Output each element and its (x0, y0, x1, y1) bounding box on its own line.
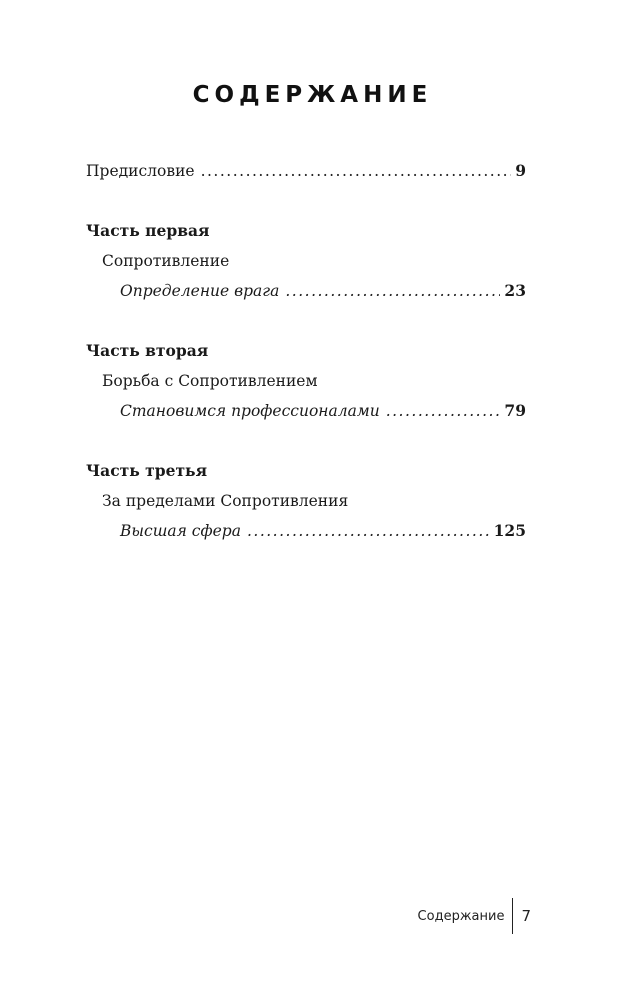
section-title: Сопротивление (102, 252, 230, 270)
toc-entry-label: Становимся профессионалами (120, 402, 380, 420)
toc-entry-label: Определение врага (120, 282, 280, 300)
toc-part-3 (86, 458, 526, 544)
section-title: За пределами Сопротивления (102, 492, 349, 510)
toc-page-number: 23 (504, 281, 526, 300)
dot-leader (247, 518, 490, 544)
toc-entry-chapter (86, 398, 526, 424)
part-title: Часть третья (86, 461, 208, 480)
section-title: Борьба с Сопротивлением (102, 372, 318, 390)
running-title: Содержание (417, 908, 505, 924)
toc-page-number: 9 (515, 161, 526, 180)
toc-page-number: 125 (493, 521, 526, 540)
part-title: Часть первая (86, 221, 210, 240)
dot-leader (285, 278, 500, 304)
page-footer (418, 898, 531, 934)
dot-leader (386, 398, 501, 424)
toc-entry-preface (86, 158, 526, 184)
page-number: 7 (521, 907, 531, 925)
page-title: СОДЕРЖАНИЕ (192, 82, 433, 108)
toc-entry-label: Высшая сфера (120, 522, 241, 540)
toc-part-1 (86, 218, 526, 304)
part-title: Часть вторая (86, 341, 209, 360)
table-of-contents (86, 158, 526, 544)
toc-entry-chapter (86, 278, 526, 304)
toc-part-2 (86, 338, 526, 424)
toc-entry-label: Предисловие (86, 162, 195, 180)
toc-page-number: 79 (504, 401, 526, 420)
toc-entry-chapter (86, 518, 526, 544)
dot-leader (201, 158, 512, 184)
